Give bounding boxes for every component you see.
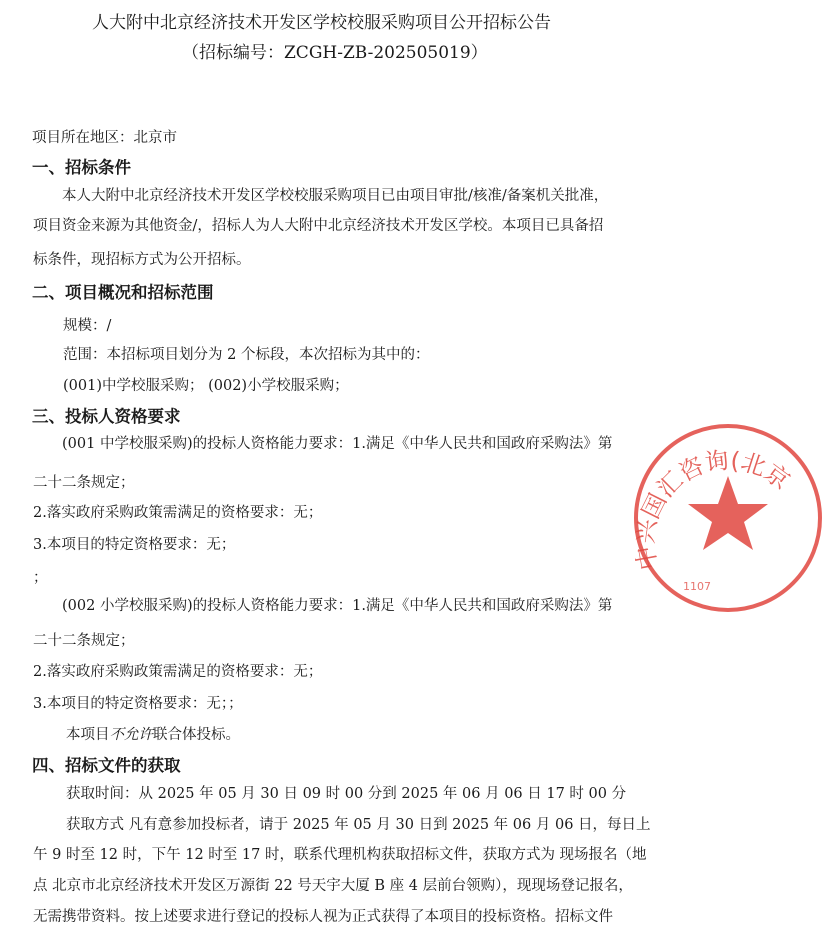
section-1-para-line: 项目资金来源为其他资金/，招标人为人大附中北京经济技术开发区学校。本项目已具备招 [33, 218, 604, 234]
doc-title: 人大附中北京经济技术开发区学校校服采购项目公开招标公告 [92, 13, 551, 33]
stray-semicolon: ； [33, 570, 48, 586]
lot1-requirement-line: 二十二条规定； [33, 475, 135, 491]
section-1-para-line: 标条件，现招标方式为公开招标。 [33, 252, 251, 268]
lot1-requirement-line: 3.本项目的特定资格要求：无； [33, 537, 236, 553]
section-2-heading: 二、项目概况和招标范围 [32, 283, 214, 302]
lot2-requirement-line: (002 小学校服采购)的投标人资格能力要求：1.满足《中华人民共和国政府采购法》第 [62, 598, 613, 614]
acquisition-time: 获取时间：从 2025 年 05 月 30 日 09 时 00 分到 2025 年 06 月 06 日 17 时 00 分 [66, 786, 627, 802]
lot1-requirement-line: 2.落实政府采购政策需满足的资格要求：无； [33, 505, 323, 521]
lot2-requirement-line: 2.落实政府采购政策需满足的资格要求：无； [33, 664, 323, 680]
consortium-note-pre: 本项目 [66, 727, 110, 743]
project-lots: (001)中学校服采购； (002)小学校服采购； [63, 378, 349, 394]
acquisition-method-line: 点 北京市北京经济技术开发区万源街 22 号天宇大厦 B 座 4 层前台领购），现现场登记报名， [33, 878, 633, 894]
acquisition-method-line: 午 9 时至 12 时，下午 12 时至 17 时，联系代理机构获取招标文件，获取方式为 现场报名（地 [33, 847, 647, 863]
acquisition-method-line: 获取方式 凡有意参加投标者，请于 2025 年 05 月 30 日到 2025 年 06 月 06 日，每日上 [66, 817, 651, 833]
lot1-requirement-line: (001 中学校服采购)的投标人资格能力要求：1.满足《中华人民共和国政府采购法》第 [62, 436, 613, 452]
section-4-heading: 四、招标文件的获取 [32, 756, 181, 775]
bid-number: （招标编号：ZCGH-ZB-202505019） [182, 43, 488, 63]
consortium-note-emphasis: 不允许 [109, 727, 153, 743]
section-3-heading: 三、投标人资格要求 [32, 407, 181, 426]
consortium-note [66, 725, 240, 745]
consortium-note-post: 联合体投标。 [153, 727, 240, 743]
project-region: 项目所在地区：北京市 [32, 130, 177, 146]
lot2-requirement-line: 二十二条规定； [33, 633, 135, 649]
seal-star-icon [688, 476, 768, 550]
company-seal [628, 418, 828, 618]
acquisition-method-line: 无需携带资料。按上述要求进行登记的投标人视为正式获得了本项目的投标资格。招标文件 [33, 909, 613, 925]
lot2-requirement-line: 3.本项目的特定资格要求：无；； [33, 696, 243, 712]
project-scale: 规模：/ [63, 318, 112, 334]
section-1-heading: 一、招标条件 [32, 158, 131, 177]
project-scope: 范围：本招标项目划分为 2 个标段，本次招标为其中的： [63, 347, 430, 363]
section-1-para-line: 本人大附中北京经济技术开发区学校校服采购项目已由项目审批/核准/备案机关批准， [62, 188, 609, 204]
seal-text: 中兴国汇咨询(北京 [630, 445, 795, 573]
seal-number: 1107 [683, 580, 711, 593]
